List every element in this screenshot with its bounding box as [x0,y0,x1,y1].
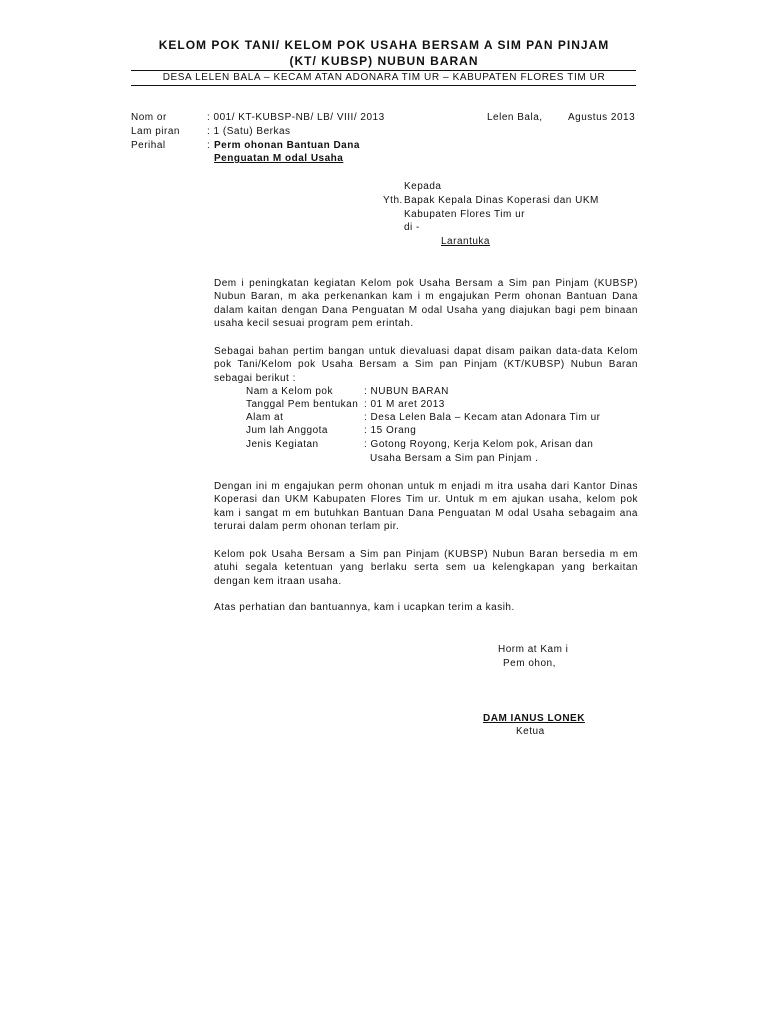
perihal-label: Perihal [131,140,166,151]
recipient-name: Bapak Kepala Dinas Koperasi dan UKM [404,195,599,206]
data-value: : Desa Lelen Bala – Kecam atan Adonara Tim ur [364,412,601,423]
body-paragraph-2: Sebagai bahan pertim bangan untuk dievaluasi dapat disam paikan data-data Kelom pok Tani/Kelom pok Usaha Bersam a Sim pan Pinjam (KT/KUBSP) Nubun Baran sebagai berikut : [214,346,638,384]
signatory-name: DAM IANUS LONEK [483,713,585,724]
data-value-continued: Usaha Bersam a Sim pan Pinjam . [370,453,539,464]
letterhead-title: KELOM POK TANI/ KELOM POK USAHA BERSAM A SIM PAN PINJAM [158,38,610,52]
letter-place: Lelen Bala, [487,112,543,123]
recipient-city: Larantuka [441,236,490,247]
recipient-kepada: Kepada [404,181,442,192]
perihal-value-line1: Perm ohonan Bantuan Dana [214,140,360,151]
recipient-region: Kabupaten Flores Tim ur [404,209,525,220]
recipient-yth: Yth. [383,195,403,206]
body-paragraph-5: Atas perhatian dan bantuannya, kam i ucapkan terim a kasih. [214,602,515,613]
lampiran-label: Lam piran [131,126,180,137]
perihal-colon: : [207,140,211,151]
data-value: : Gotong Royong, Kerja Kelom pok, Arisan dan [364,439,594,450]
letterhead-rule-top [131,70,636,71]
data-label: Jenis Kegiatan [246,439,319,450]
closing-hormat: Horm at Kam i [498,644,569,655]
data-value: : 15 Orang [364,425,417,436]
body-paragraph-3: Dengan ini m engajukan perm ohonan untuk m enjadi m itra usaha dari Kantor Dinas Koperasi dan UKM Kabupaten Flores Tim ur. Untuk m em ajukan usaha, kelom pok kam i sangat m em butuhkan Bantuan Dana Penguatan M odal Usaha sebagaim ana terurai dalam perm ohonan terlam pir. [214,481,638,533]
letterhead-rule-bottom [131,85,636,86]
signatory-title: Ketua [516,726,545,737]
recipient-di: di - [404,222,420,233]
data-value: : NUBUN BARAN [364,386,449,397]
body-paragraph-4: Kelom pok Usaha Bersam a Sim pan Pinjam (KUBSP) Nubun Baran bersedia m em atuhi segala ketentuan yang berlaku serta sem ua kelengkapan yang berkaitan dengan kem itraan usaha. [214,549,638,587]
closing-pemohon: Pem ohon, [503,658,556,669]
body-paragraph-1: Dem i peningkatan kegiatan Kelom pok Usaha Bersam a Sim pan Pinjam (KUBSP) Nubun Baran, m aka perkenankan kam i m engajukan Perm ohonan Bantuan Dana dalam kaitan dengan Dana Penguatan M odal Usaha yang diajukan bagi pem binaan usaha kecil sesuai program pem erintah. [214,278,638,330]
data-label: Tanggal Pem bentukan [246,399,359,410]
data-label: Nam a Kelom pok [246,386,333,397]
nomor-value: : 001/ KT-KUBSP-NB/ LB/ VIII/ 2013 [207,112,385,123]
lampiran-value: : 1 (Satu) Berkas [207,126,291,137]
data-label: Jum lah Anggota [246,425,328,436]
letterhead-address: DESA LELEN BALA – KECAM ATAN ADONARA TIM UR – KABUPATEN FLORES TIM UR [162,72,606,83]
nomor-label: Nom or [131,112,167,123]
perihal-value-line2: Penguatan M odal Usaha [214,153,344,164]
letterhead-subtitle: (KT/ KUBSP) NUBUN BARAN [289,54,479,68]
data-label: Alam at [246,412,284,423]
letter-date: Agustus 2013 [568,112,636,123]
data-value: : 01 M aret 2013 [364,399,445,410]
